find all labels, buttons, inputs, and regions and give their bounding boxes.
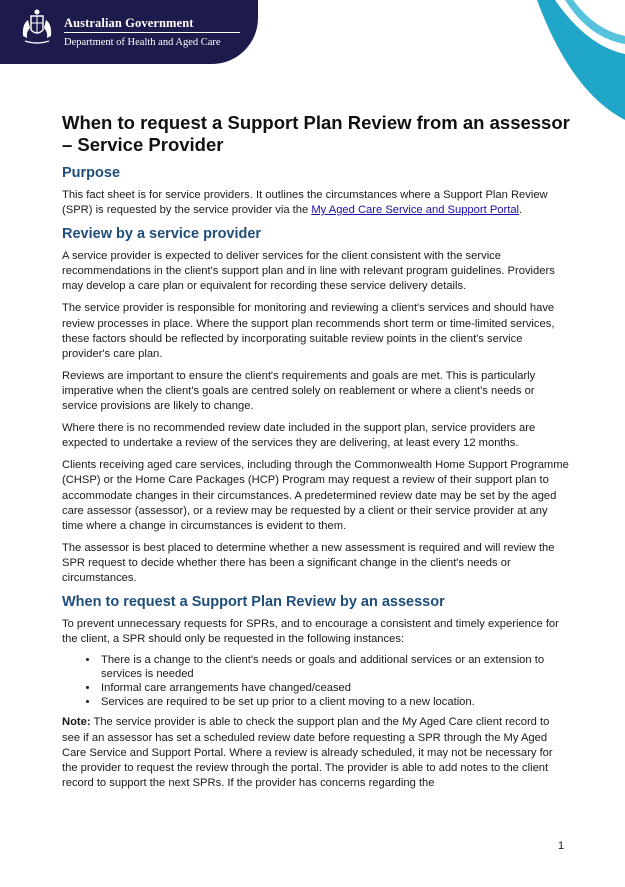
review-paragraph-6: The assessor is best placed to determine whether a new assessment is required and will review the SPR request to decide whether there has been a significant change in the client's needs or circumstances. <box>62 541 555 584</box>
note-paragraph <box>62 715 570 790</box>
document-body <box>62 112 570 798</box>
list-item: • Informal care arrangements have changed/ceased <box>99 682 570 696</box>
header-band <box>0 0 258 64</box>
government-title: Australian Government <box>64 16 194 30</box>
page-number: 1 <box>558 840 565 852</box>
review-paragraph-1: A service provider is expected to deliver services for the client consistent with the service recommendations in the client's support plan and in line with relevant program guidelines. Providers may develop a care plan or equivalent for recording these service delivery details. <box>62 250 555 293</box>
note-label: Note: <box>62 716 91 729</box>
note-text: The service provider is able to check the support plan and the My Aged Care client record to see if an assessor has set a scheduled review date before requesting a SPR through the My Aged Care Service and Support Portal. Where a review is already scheduled, it may not be necessary for the provider to request the review through the portal. The provider is able to add notes to the client record to support the next SPRs. If the provider has concerns regarding the <box>62 716 553 789</box>
review-heading: Review by a service provider <box>62 226 262 243</box>
review-paragraph-4: Where there is no recommended review date included in the support plan, service providers are expected to undertake a review of the services they are delivering, at least every 12 months. <box>62 422 536 450</box>
list-item: • There is a change to the client's needs or goals and additional services or an extension to services is needed <box>99 654 570 682</box>
decorative-swoosh <box>515 0 625 120</box>
review-paragraph-2: The service provider is responsible for monitoring and reviewing a client's services and should have review processes in place. Where the support plan recommends short term or time-limited services, these factors should be reflected by incorporating suitable review points in the client's service provider's care plan. <box>62 302 555 360</box>
purpose-end: . <box>519 204 523 217</box>
purpose-paragraph <box>62 188 570 218</box>
department-title: Department of Health and Aged Care <box>64 37 221 48</box>
header-divider <box>64 32 240 33</box>
document-title: When to request a Support Plan Review from an assessor – Service Provider <box>62 112 570 155</box>
review-paragraph-3: Reviews are important to ensure the client's requirements and goals are met. This is particularly imperative when the client's goals are centred solely on reablement or where a client's needs or service provisions are likely to change. <box>62 369 536 413</box>
list-item: • Services are required to be set up prior to a client moving to a new location. <box>99 696 570 710</box>
review-paragraph-5: Clients receiving aged care services, including through the Commonwealth Home Support Programme (CHSP) or the Home Care Packages (HCP) Program may request a review of their support plan to accommodate changes in their circumstances. A predetermined review date may be set by the aged care assessor (assessor), or a review may be requested by a client or their service provider at any time where a change in circumstances is evident to them. <box>62 459 569 532</box>
purpose-text: This fact sheet is for service providers. It outlines the circumstances where a Support Plan Review (SPR) is requested by the service provider via the <box>62 189 548 217</box>
when-heading: When to request a Support Plan Review by an assessor <box>62 594 445 611</box>
when-intro: To prevent unnecessary requests for SPRs, and to encourage a consistent and timely experience for the client, a SPR should only be requested in the following instances: <box>62 618 559 646</box>
portal-link[interactable]: My Aged Care Service and Support Portal <box>311 204 520 217</box>
instances-list <box>62 654 570 709</box>
coat-of-arms-icon <box>20 8 54 48</box>
purpose-heading: Purpose <box>62 165 121 181</box>
